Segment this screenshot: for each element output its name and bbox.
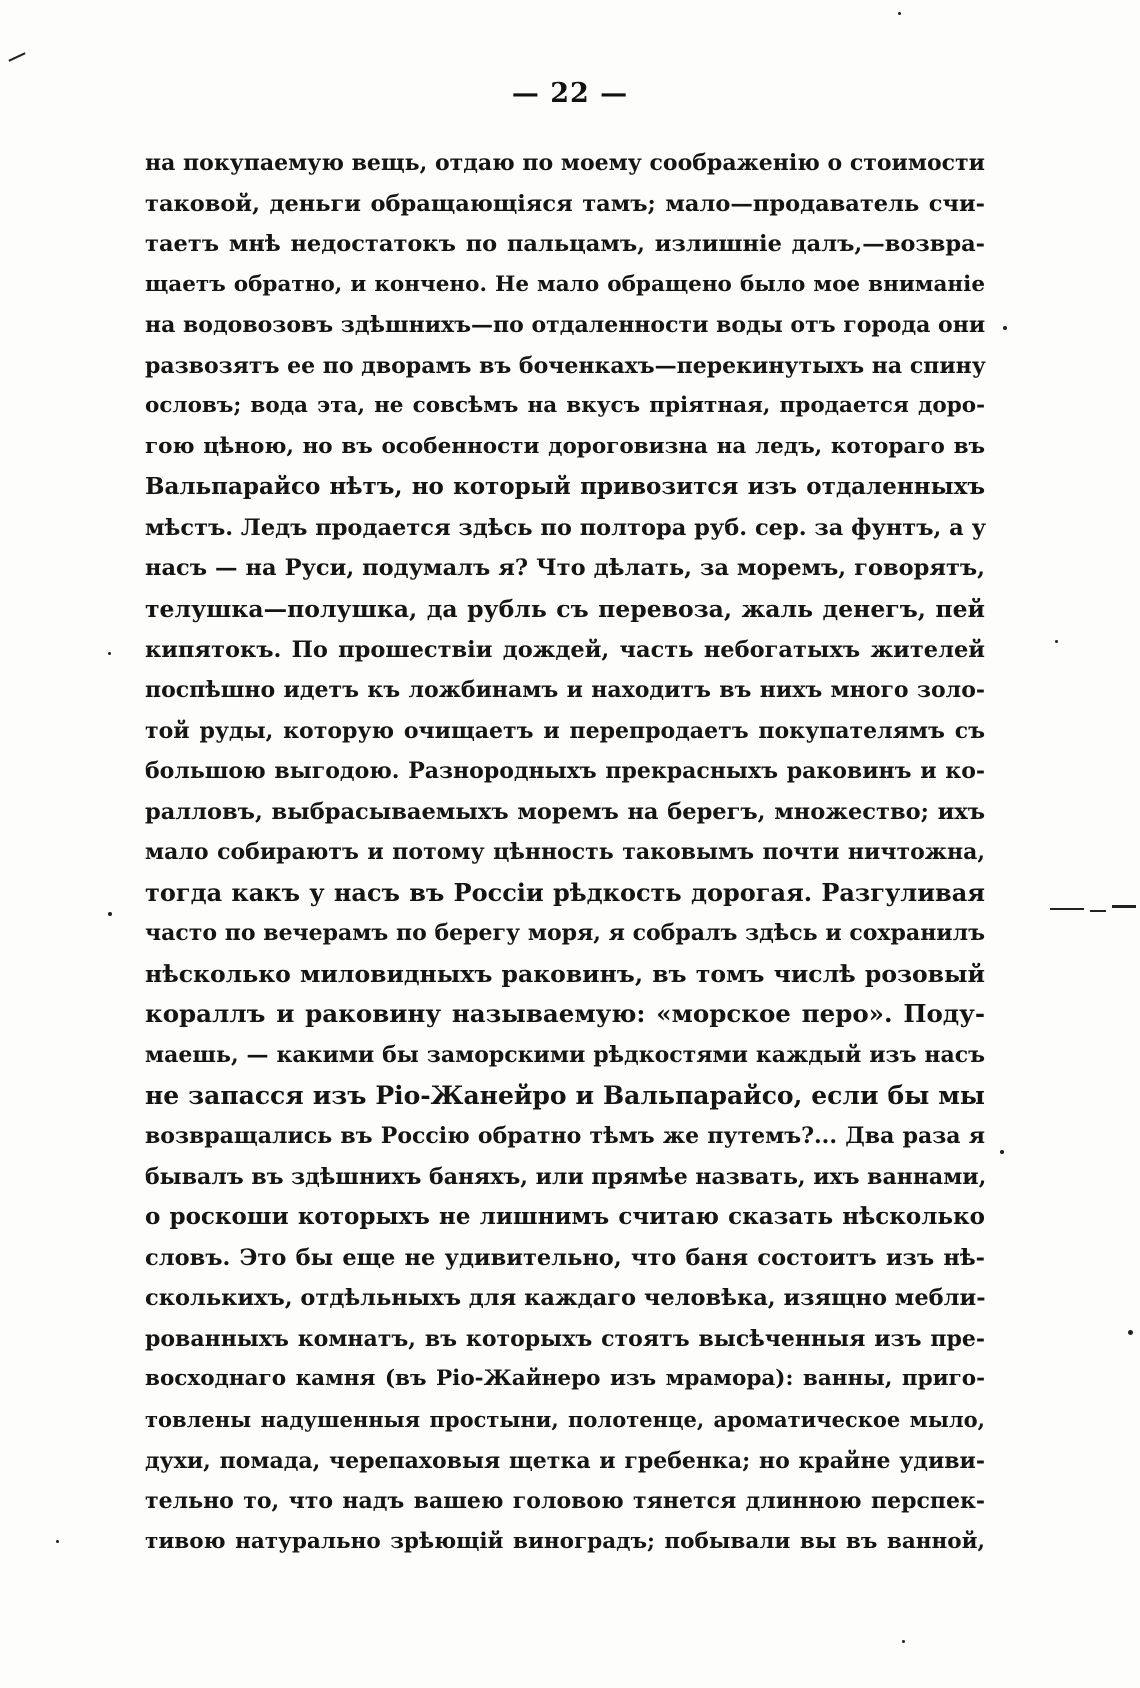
- speck: [1128, 1330, 1133, 1335]
- text-line: рованныхъ комнатъ, въ которыхъ стоятъ высѣченныя изъ пре-: [145, 1325, 985, 1352]
- speck: [108, 652, 111, 655]
- text-line: насъ — на Руси, подумалъ я? Что дѣлать, за моремъ, говорятъ,: [145, 555, 985, 582]
- speck: [56, 1540, 59, 1543]
- text-line: кипятокъ. По прошествіи дождей, часть небогатыхъ жителей: [145, 636, 985, 663]
- text-line: таетъ мнѣ недостатокъ по пальцамъ, излишніе далъ,—возвра-: [145, 231, 985, 258]
- text-line: гою цѣною, но въ особенности дороговизна на ледъ, котораго въ: [145, 433, 985, 459]
- margin-mark-right-2: [1090, 910, 1106, 912]
- text-line: восходнаго камня (въ Ріо-Жайнеро изъ мрамора): ванны, приго-: [145, 1366, 985, 1392]
- margin-mark-top-left: [8, 52, 25, 61]
- text-line: маешь, — какими бы заморскими рѣдкостями каждый изъ насъ: [145, 1042, 985, 1069]
- text-line: развозятъ ее по дворамъ въ боченкахъ—перекинутыхъ на спину: [145, 352, 986, 379]
- margin-mark-right: [1050, 908, 1084, 910]
- page-number: — 22 —: [511, 78, 629, 109]
- text-line: возвращались въ Россію обратно тѣмъ же путемъ?... Два раза я: [145, 1123, 985, 1150]
- speck: [1055, 640, 1058, 643]
- text-line: нѣсколько миловидныхъ раковинъ, въ томъ числѣ розовый: [145, 959, 985, 988]
- speck: [1000, 1150, 1004, 1154]
- text-line: духи, помада, черепаховыя щетка и гребенка; но крайне удиви-: [145, 1447, 985, 1474]
- text-line: мѣстъ. Ледъ продается здѣсь по полтора руб. сер. за фунтъ, а у: [145, 514, 986, 541]
- text-line: телушка—полушка, да рубль съ перевоза, жаль денегъ, пей: [145, 595, 985, 624]
- text-line: тогда какъ у насъ въ Россіи рѣдкость дорогая. Разгуливая: [145, 877, 985, 907]
- speck: [1003, 326, 1007, 330]
- margin-mark-right-3: [1112, 905, 1136, 908]
- speck: [902, 1640, 905, 1643]
- text-line: не запасся изъ Ріо-Жанейро и Вальпарайсо, если бы мы: [145, 1080, 985, 1110]
- speck: [108, 912, 112, 916]
- text-line: о роскоши которыхъ не лишнимъ считаю сказать нѣсколько: [145, 1203, 985, 1231]
- text-line: часто по вечерамъ по берегу моря, я собралъ здѣсь и сохранилъ: [145, 920, 985, 947]
- speck: [898, 12, 901, 15]
- text-line: ословъ; вода эта, не совсѣмъ на вкусъ пріятная, продается доро-: [145, 393, 985, 419]
- text-line: щаетъ обратно, и кончено. Не мало обращено было мое вниманіе: [145, 271, 985, 297]
- text-line: тельно то, что надъ вашею головою тянется длинною перспек-: [145, 1488, 985, 1515]
- text-line: кораллъ и раковину называемую: «морское перо». Поду-: [145, 999, 985, 1029]
- text-line: Вальпарайсо нѣтъ, но который привозится изъ отдаленныхъ: [145, 473, 985, 501]
- text-line: на водовозовъ здѣшнихъ—по отдаленности воды отъ города они: [145, 312, 986, 339]
- text-line: на покупаемую вещь, отдаю по моему соображенію о стоимости: [145, 150, 985, 176]
- text-line: поспѣшно идетъ къ ложбинамъ и находитъ въ нихъ много золо-: [145, 677, 985, 704]
- text-line: бывалъ въ здѣшнихъ баняхъ, или прямѣе назвать, ихъ ваннами,: [145, 1163, 987, 1190]
- text-line: тивою натурально зрѣющій виноградъ; побывали вы въ ванной,: [145, 1528, 985, 1554]
- text-line: ралловъ, выбрасываемыхъ моремъ на берегъ, множество; ихъ: [145, 798, 985, 825]
- body-text: [145, 143, 985, 1562]
- text-line: большою выгодою. Разнородныхъ прекрасныхъ раковинъ и ко-: [145, 758, 985, 785]
- text-line: словъ. Это бы еще не удивительно, что баня состоитъ изъ нѣ-: [145, 1244, 985, 1271]
- text-line: той руды, которую очищаетъ и перепродаетъ покупателямъ съ: [145, 717, 985, 744]
- text-line: мало собираютъ и потому цѣнность таковымъ почти ничтожна,: [145, 839, 985, 866]
- text-line: товлены надушенныя простыни, полотенце, ароматическое мыло,: [145, 1406, 985, 1432]
- text-line: сколькихъ, отдѣльныхъ для каждаго человѣка, изящно мебли-: [145, 1285, 986, 1312]
- text-line: таковой, деньги обращающіяся тамъ; мало—продаватель счи-: [145, 190, 985, 217]
